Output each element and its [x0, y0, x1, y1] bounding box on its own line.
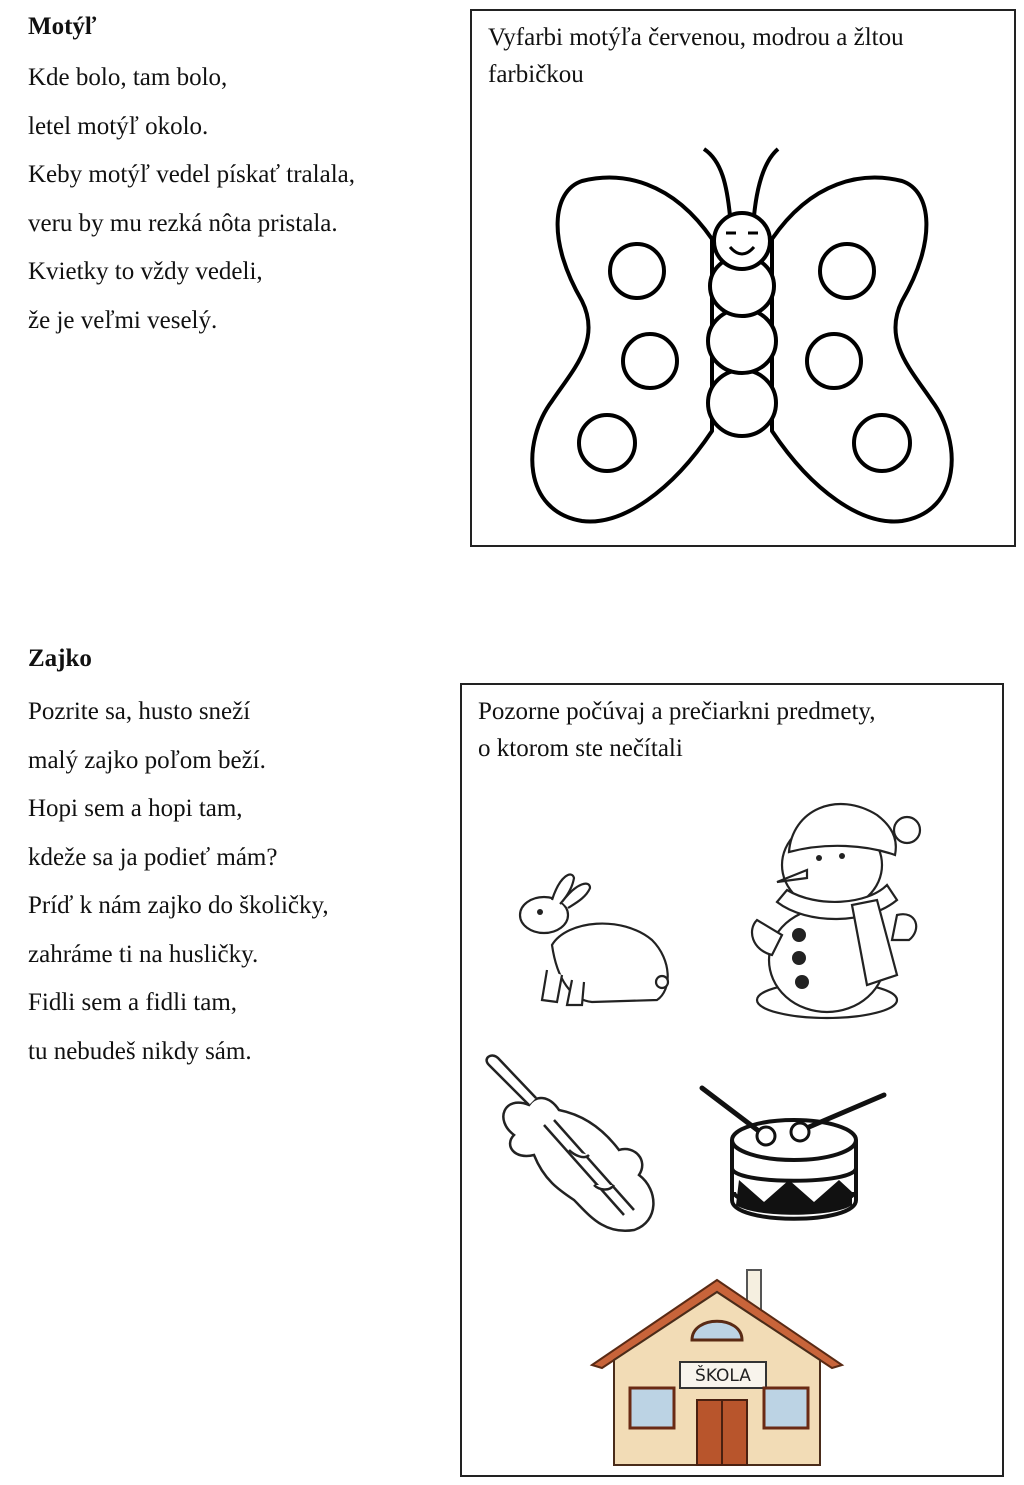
- poem-title: Motýľ: [28, 13, 97, 40]
- snowman-icon[interactable]: [747, 790, 927, 1025]
- poem-motyl: [28, 12, 355, 345]
- task-line: o ktorom ste nečítali: [478, 735, 683, 762]
- violin-icon[interactable]: [474, 1050, 664, 1245]
- task-line: Vyfarbi motýľa červenou, modrou a žltou: [488, 24, 904, 51]
- task-line: Pozorne počúvaj a prečiarkni predmety,: [478, 698, 876, 725]
- school-sign-text: ŠKOLA: [695, 1366, 751, 1386]
- poem-line: tu nebudeš nikdy sám.: [28, 1037, 252, 1065]
- poem-line: Kde bolo, tam bolo,: [28, 64, 228, 91]
- poem-line: zahráme ti na husličky.: [28, 940, 259, 968]
- poem-line: Príď k nám zajko do školičky,: [28, 892, 329, 919]
- poem-line: Kvietky to vždy vedeli,: [28, 258, 263, 285]
- task-instruction: [478, 693, 876, 767]
- poem-line: Fidli sem a fidli tam,: [28, 989, 238, 1016]
- objects-task-box: [460, 683, 1004, 1477]
- poem-line: že je veľmi veselý.: [28, 306, 218, 334]
- poem-title: Zajko: [28, 645, 92, 672]
- task-line: farbičkou: [488, 61, 584, 88]
- poem-line: veru by mu rezká nôta pristala.: [28, 209, 338, 237]
- poem-line: kdeže sa ja podieť mám?: [28, 843, 278, 871]
- poem-line: Pozrite sa, husto sneží: [28, 698, 251, 725]
- school-icon[interactable]: [592, 1270, 842, 1465]
- poem-line: Hopi sem a hopi tam,: [28, 795, 243, 822]
- poem-line: letel motýľ okolo.: [28, 112, 209, 140]
- poem-line: Keby motýľ vedel pískať tralala,: [28, 161, 355, 188]
- butterfly-task-box: [470, 9, 1016, 547]
- drum-icon[interactable]: [694, 1080, 894, 1235]
- rabbit-icon[interactable]: [512, 870, 682, 1020]
- poem-line: malý zajko poľom beží.: [28, 746, 266, 774]
- poem-zajko: [28, 644, 329, 1076]
- butterfly-icon: [472, 11, 1018, 549]
